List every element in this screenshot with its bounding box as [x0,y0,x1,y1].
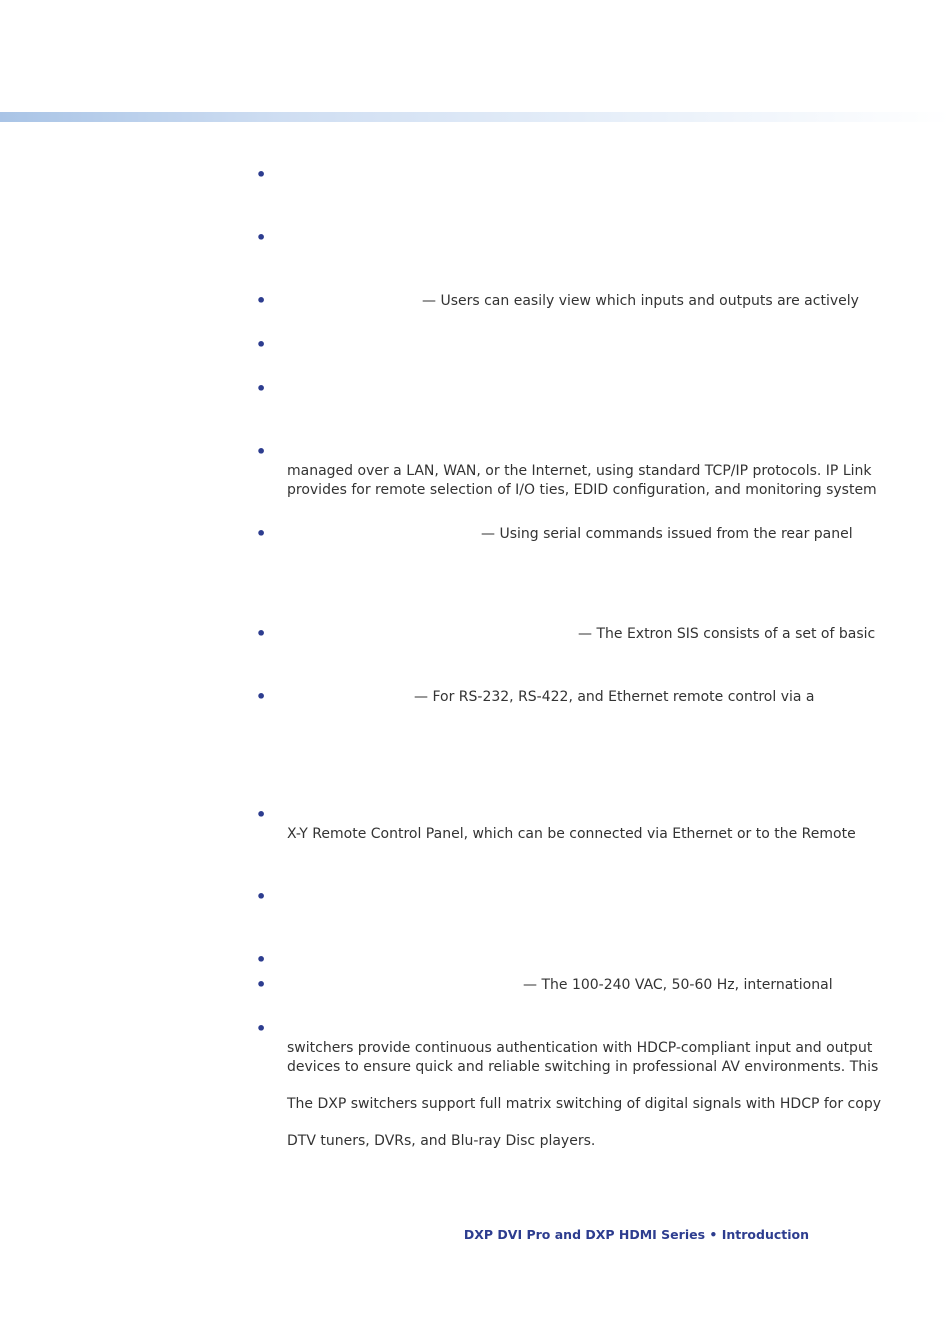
bullet-4: • [256,335,267,354]
body-line: The DXP switchers support full matrix switching of digital signals with HDCP for copy [287,1096,881,1112]
body-line: X-Y Remote Control Panel, which can be connected via Ethernet or to the Remote [287,826,856,842]
body-line: devices to ensure quick and reliable switching in professional AV environments. This [287,1059,879,1075]
body-line: — The 100-240 VAC, 50-60 Hz, international [523,977,833,993]
page-footer: DXP DVI Pro and DXP HDMI Series • Introduction [463,1227,809,1242]
bullet-12: • [256,950,267,969]
bullet-11: • [256,887,267,906]
body-line: — Users can easily view which inputs and outputs are actively [422,293,859,309]
body-line: — For RS-232, RS-422, and Ethernet remote control via a [414,689,815,705]
bullet-8: • [256,624,267,643]
bullet-9: • [256,687,267,706]
bullet-10: • [256,805,267,824]
body-line: — The Extron SIS consists of a set of basic [578,626,876,642]
bullet-5: • [256,379,267,398]
body-line: switchers provide continuous authentication with HDCP-compliant input and output [287,1040,873,1056]
body-line: — Using serial commands issued from the rear panel [481,526,853,542]
body-line: managed over a LAN, WAN, or the Internet, using standard TCP/IP protocols. IP Link [287,463,872,479]
bullet-14: • [256,1019,267,1038]
bullet-13: • [256,975,267,994]
body-line: provides for remote selection of I/O ties, EDID configuration, and monitoring system [287,482,877,498]
bullet-1: • [256,165,267,184]
bullet-7: • [256,524,267,543]
bullet-3: • [256,291,267,310]
header-gradient-band [0,112,950,122]
bullet-6: • [256,442,267,461]
body-line: DTV tuners, DVRs, and Blu-ray Disc players. [287,1133,596,1149]
bullet-2: • [256,228,267,247]
